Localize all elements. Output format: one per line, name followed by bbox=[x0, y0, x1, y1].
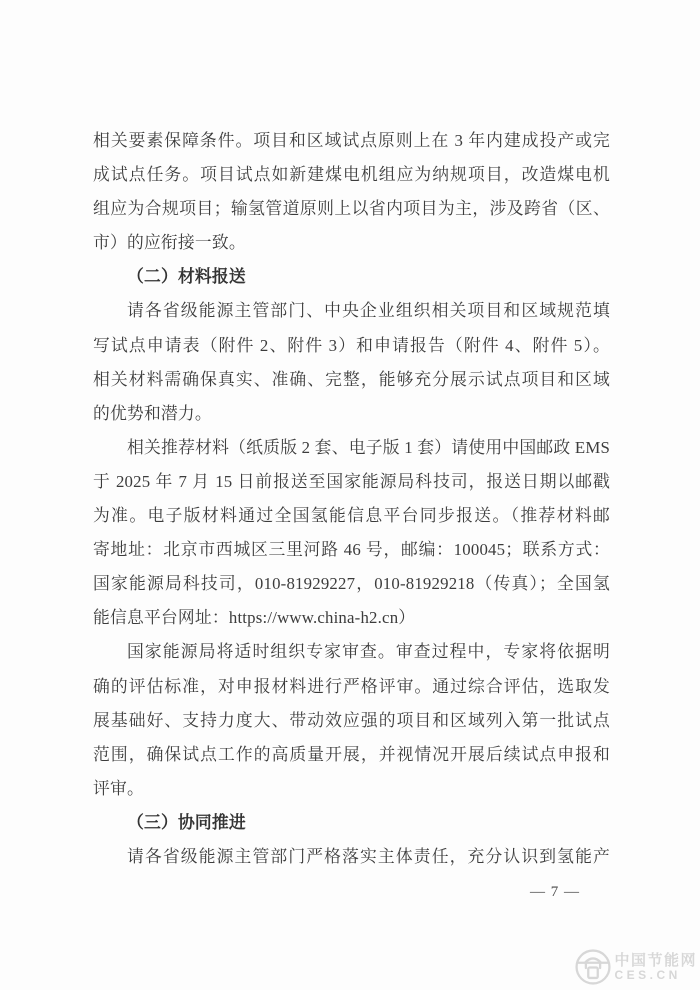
body-line-url: 能信息平台网址：https://www.china-h2.cn） bbox=[93, 608, 416, 628]
watermark-site-domain: CES.CN bbox=[614, 967, 681, 982]
body-line: 范围，确保试点工作的高质量开展，并视情况开展后续试点申报和 bbox=[93, 744, 610, 764]
body-line: 请各省级能源主管部门严格落实主体责任，充分认识到氢能产 bbox=[127, 846, 610, 866]
page-number: — 7 — bbox=[530, 884, 580, 900]
body-line: 展基础好、支持力度大、带动效应强的项目和区域列入第一批试点 bbox=[93, 710, 610, 730]
ces-seal-icon bbox=[574, 948, 612, 986]
body-line: 寄地址：北京市西城区三里河路 46 号，邮编：100045；联系方式： bbox=[93, 540, 610, 560]
body-line: 相关要素保障条件。项目和区域试点原则上在 3 年内建成投产或完 bbox=[93, 131, 610, 150]
body-line: 相关推荐材料（纸质版 2 套、电子版 1 套）请使用中国邮政 EMS bbox=[127, 437, 610, 457]
watermark-site-name: 中国节能网 bbox=[614, 951, 697, 969]
body-line: 为准。电子版材料通过全国氢能信息平台同步报送。（推荐材料邮 bbox=[93, 506, 610, 526]
section-heading: （二）材料报送 bbox=[127, 267, 246, 287]
body-line: 相关材料需确保真实、准确、完整，能够充分展示试点项目和区域 bbox=[93, 369, 610, 389]
body-line: 市）的应衔接一致。 bbox=[93, 233, 246, 253]
body-line: 的优势和潜力。 bbox=[93, 403, 212, 423]
body-line: 于 2025 年 7 月 15 日前报送至国家能源局科技司，报送日期以邮戳 bbox=[93, 471, 610, 491]
body-line: 评审。 bbox=[93, 778, 144, 798]
body-line: 确的评估标准，对申报材料进行严格评审。通过综合评估，选取发 bbox=[93, 676, 610, 696]
section-heading: （三）协同推进 bbox=[127, 812, 246, 832]
watermark bbox=[574, 948, 697, 986]
body-line: 国家能源局将适时组织专家审查。审查过程中，专家将依据明 bbox=[127, 642, 610, 662]
body-line: 国家能源局科技司，010-81929227，010-81929218（传真）；全国氢 bbox=[93, 574, 610, 594]
body-line: 写试点申请表（附件 2、附件 3）和申请报告（附件 4、附件 5）。 bbox=[93, 335, 610, 355]
body-line: 组应为合规项目；输氢管道原则上以省内项目为主，涉及跨省（区、 bbox=[93, 199, 610, 219]
body-line: 请各省级能源主管部门、中央企业组织相关项目和区域规范填 bbox=[127, 301, 610, 321]
body-line: 成试点任务。项目试点如新建煤电机组应为纳规项目，改造煤电机 bbox=[93, 165, 610, 185]
text-block bbox=[93, 124, 610, 874]
